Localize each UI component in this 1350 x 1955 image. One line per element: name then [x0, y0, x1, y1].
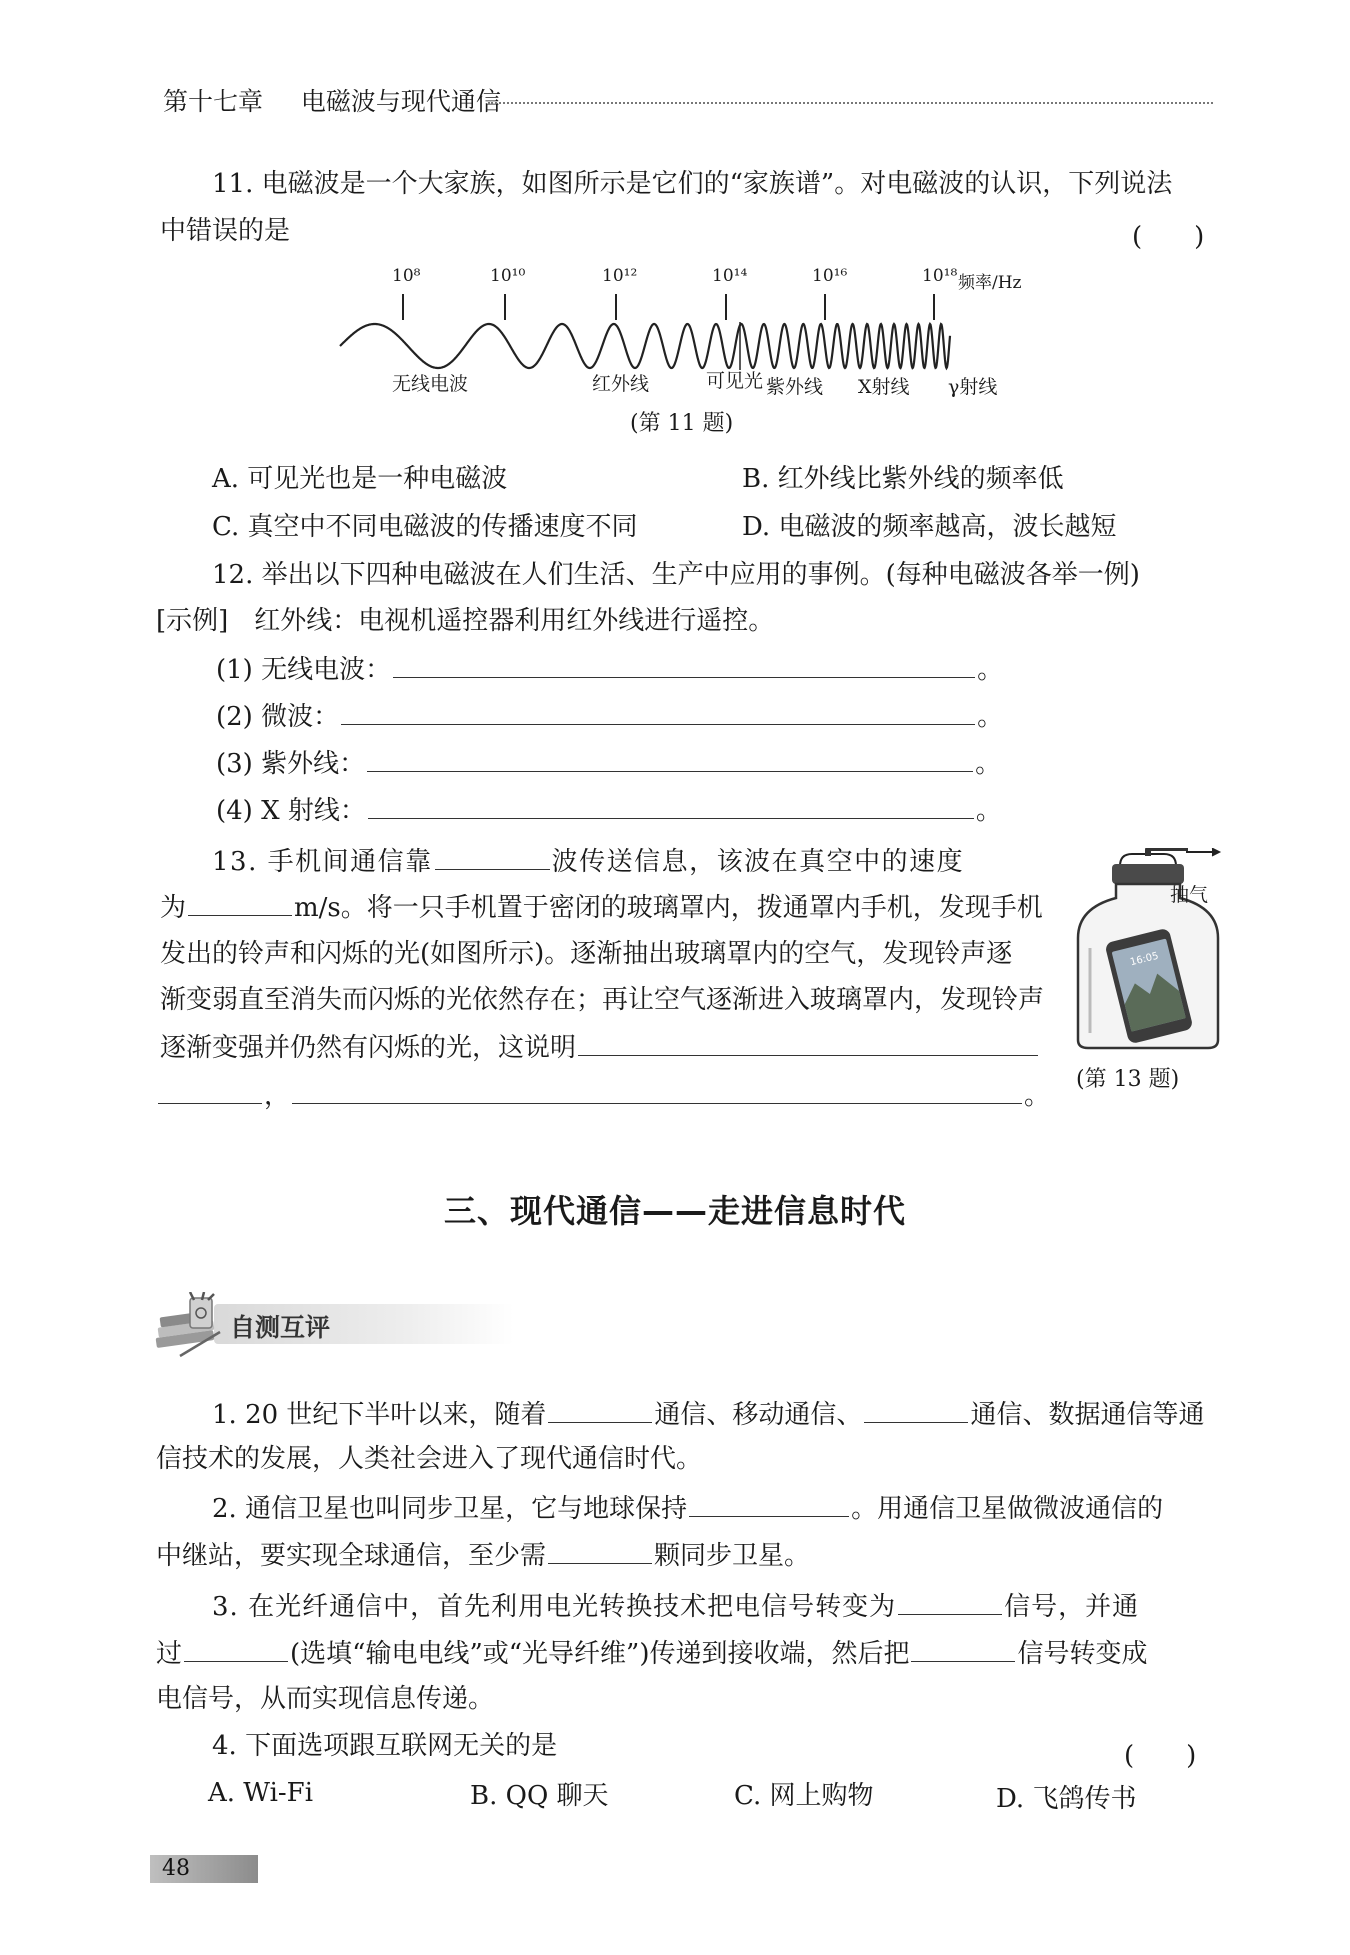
s3-line1: 3. 在光纤通信中，首先利用电光转换技术把电信号转变为 信号，并通 [212, 1588, 1139, 1625]
q12-item-3: (3) 紫外线： 。 [216, 745, 1001, 782]
band-gamma: γ射线 [948, 376, 998, 398]
q13-line5: 逐渐变强并仍然有闪烁的光，这说明 [160, 1029, 1040, 1066]
header-dotted-rule [488, 102, 1213, 104]
s1-blank-1[interactable] [548, 1396, 652, 1423]
q12-item-1: (1) 无线电波： 。 [216, 651, 1003, 688]
freq-label-1e12: 10¹² [602, 266, 638, 286]
band-xray: X射线 [858, 376, 910, 398]
running-header [163, 84, 501, 120]
q12-item-2-label: (2) 微波： [216, 702, 340, 732]
band-radio: 无线电波 [392, 373, 469, 395]
q13-figure-caption: (第 13 题) [1076, 1067, 1180, 1092]
chirp-wave [340, 324, 950, 368]
q12-item-3-blank[interactable] [367, 745, 973, 772]
q13-line4: 渐变弱直至消失而闪烁的光依然存在；再让空气逐渐进入玻璃罩内，发现铃声 [160, 985, 1045, 1015]
pump-label: 抽气 [1170, 884, 1209, 906]
s4-option-b: B. QQ 聊天 [470, 1781, 609, 1811]
q11-answer-paren: ( ) [1132, 222, 1205, 252]
page-number-tab [150, 1855, 258, 1883]
q12-example: [示例] 红外线：电视机遥控器利用红外线进行遥控。 [156, 606, 775, 636]
q13-line1: 13. 手机间通信靠 波传送信息，该波在真空中的速度 [212, 843, 964, 880]
freq-label-1e18: 10¹⁸ [922, 266, 958, 286]
s2-line2: 中继站，要实现全球通信，至少需 颗同步卫星。 [156, 1537, 810, 1574]
q13-line3: 发出的铃声和闪烁的光(如图所示)。逐渐抽出玻璃罩内的空气，发现铃声逐 [160, 939, 1013, 969]
freq-label-1e14: 10¹⁴ [712, 266, 748, 286]
s1-blank-2[interactable] [864, 1396, 968, 1423]
q12-item-4-blank[interactable] [368, 792, 974, 819]
q11-option-b: B. 红外线比紫外线的频率低 [742, 464, 1064, 494]
q11-option-c: C. 真空中不同电磁波的传播速度不同 [212, 512, 638, 542]
s4-stem: 4. 下面选项跟互联网无关的是 [212, 1731, 558, 1761]
s3-line2: 过 (选填“输电电线”或“光导纤维”)传递到接收端，然后把 信号转变成 [156, 1635, 1148, 1672]
q12-item-1-label: (1) 无线电波： [216, 655, 392, 685]
q12-item-2-blank[interactable] [341, 698, 975, 725]
freq-label-1e8: 10⁸ [392, 266, 421, 286]
s3-blank-3[interactable] [911, 1635, 1015, 1662]
s3-blank-2[interactable] [184, 1635, 288, 1662]
self-test-badge [150, 1292, 380, 1352]
books-pencil-icon [150, 1292, 230, 1358]
q12-item-1-blank[interactable] [393, 651, 975, 678]
chapter-title: 电磁波与现代通信 [300, 87, 501, 116]
q13-blank-conclusion-a[interactable] [578, 1029, 1038, 1056]
q13-line2: 为 m/s。将一只手机置于密闭的玻璃罩内，拨通罩内手机，发现手机 [160, 889, 1043, 926]
q13-blank-speed[interactable] [188, 889, 292, 916]
s1-line1: 1. 20 世纪下半叶以来，随着 通信、移动通信、 通信、数据通信等通 [212, 1396, 1204, 1433]
s3-line3: 电信号，从而实现信息传递。 [156, 1684, 495, 1714]
q12-item-4-label: (4) X 射线： [216, 796, 366, 826]
s3-blank-1[interactable] [898, 1588, 1002, 1615]
freq-label-1e16: 10¹⁶ [812, 266, 848, 286]
band-infrared: 红外线 [592, 373, 650, 395]
q11-stem-line2: 中错误的是 [160, 216, 291, 246]
spectrum-figure [330, 262, 1050, 442]
bell-jar-figure [1068, 848, 1228, 1092]
band-ultraviolet: 紫外线 [766, 376, 824, 398]
q12-item-3-label: (3) 紫外线： [216, 749, 366, 779]
s4-option-a: A. Wi-Fi [208, 1778, 314, 1808]
page-number: 48 [162, 1856, 190, 1881]
band-visible: 可见光 [706, 370, 764, 392]
q13-blank-wave[interactable] [435, 843, 550, 870]
s2-blank-1[interactable] [689, 1490, 849, 1517]
s2-blank-2[interactable] [548, 1537, 652, 1564]
q11-stem-line1: 11. 电磁波是一个大家族，如图所示是它们的“家族谱”。对电磁波的认识，下列说法 [212, 169, 1173, 199]
q11-option-d: D. 电磁波的频率越高，波长越短 [742, 512, 1117, 542]
q12-item-2: (2) 微波： 。 [216, 698, 1003, 735]
q13-blank-conclusion-c[interactable] [292, 1077, 1022, 1104]
s2-line1: 2. 通信卫星也叫同步卫星，它与地球保持 。用通信卫星做微波通信的 [212, 1490, 1163, 1527]
freq-unit-label: 频率/Hz [958, 273, 1022, 293]
chapter-number: 第十七章 [163, 87, 264, 116]
q11-option-a: A. 可见光也是一种电磁波 [212, 464, 508, 494]
freq-label-1e10: 10¹⁰ [490, 266, 526, 286]
q11-figure-caption: (第 11 题) [630, 411, 734, 436]
s4-option-d: D. 飞鸽传书 [996, 1784, 1137, 1814]
q13-line6: ， 。 [156, 1077, 1050, 1114]
badge-label: 自测互评 [230, 1313, 331, 1342]
section-title: 三、现代通信——走进信息时代 [443, 1192, 906, 1230]
q12-stem: 12. 举出以下四种电磁波在人们生活、生产中应用的事例。(每种电磁波各举一例) [212, 560, 1140, 590]
s4-answer-paren: ( ) [1124, 1741, 1197, 1771]
s4-option-c: C. 网上购物 [734, 1781, 874, 1811]
q13-blank-conclusion-b[interactable] [158, 1077, 262, 1104]
q12-item-4: (4) X 射线： 。 [216, 792, 1002, 829]
phone-time: 16:05 [1129, 950, 1160, 969]
s1-line2: 信技术的发展，人类社会进入了现代通信时代。 [156, 1444, 703, 1474]
